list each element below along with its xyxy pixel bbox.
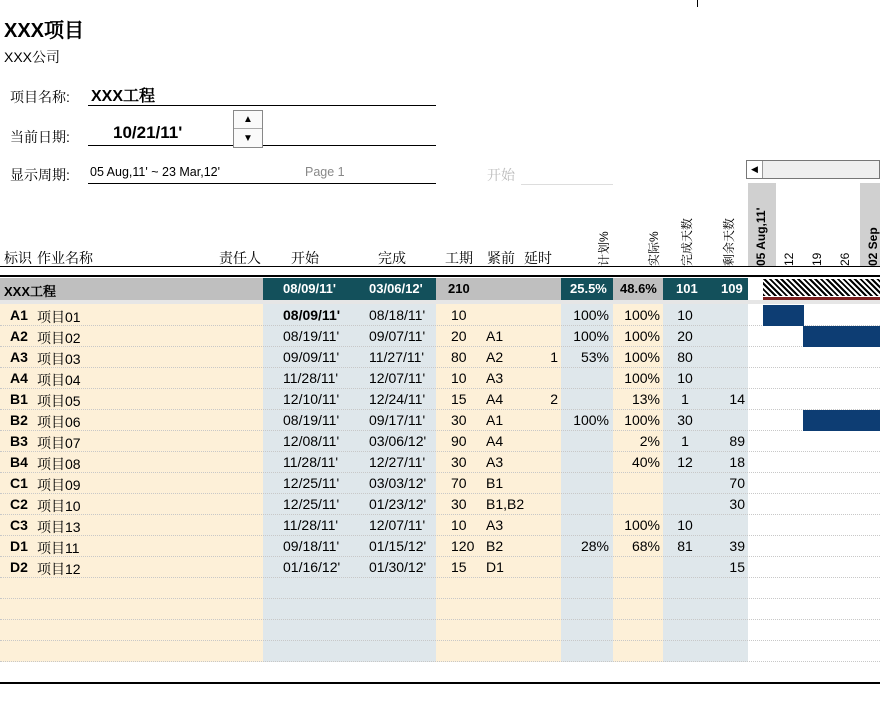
table-row[interactable]: [0, 452, 880, 473]
task-id: C3: [10, 517, 28, 533]
task-actual: 100%: [624, 349, 660, 365]
task-duration: 120: [451, 538, 475, 554]
col-header-delay: 延时: [524, 250, 552, 266]
task-start: 11/28/11': [283, 370, 339, 386]
start-label: 开始: [487, 167, 515, 183]
summary-finish: 03/06/12': [369, 281, 423, 296]
task-finish: 12/07/11': [369, 517, 426, 533]
start-field[interactable]: [521, 184, 613, 185]
col-header-remain-days: 剩余天数: [722, 217, 736, 266]
task-done: 80: [677, 349, 693, 365]
task-remain: 89: [729, 433, 745, 449]
task-name: 项目08: [37, 456, 81, 472]
task-remain: 15: [729, 559, 745, 575]
table-row[interactable]: [0, 473, 880, 494]
project-title: XXX项目: [4, 20, 85, 42]
summary-actual-pct: 48.6%: [620, 281, 657, 296]
task-name: 项目12: [37, 561, 81, 577]
task-start: 08/19/11': [283, 412, 340, 428]
task-name: 项目03: [37, 351, 81, 367]
task-actual: 100%: [624, 307, 660, 323]
display-period-field: [88, 162, 436, 184]
task-done: 20: [677, 328, 693, 344]
timeline-label-0: 05 Aug,11': [754, 207, 768, 266]
table-row[interactable]: [0, 368, 880, 389]
task-actual: 13%: [631, 391, 660, 407]
task-id: A1: [10, 307, 28, 323]
col-header-owner: 责任人: [219, 250, 261, 266]
summary-plan-pct: 25.5%: [570, 281, 607, 296]
task-name: 项目09: [37, 477, 81, 493]
task-duration: 30: [451, 412, 467, 428]
date-spinner[interactable]: [233, 110, 263, 148]
task-plan: 53%: [580, 349, 609, 365]
col-header-actual-pct: 实际%: [647, 231, 661, 266]
task-pred: B1,B2: [486, 496, 525, 512]
task-id: B4: [10, 454, 28, 470]
summary-name: XXX工程: [4, 284, 57, 299]
task-id: B3: [10, 433, 28, 449]
task-remain: 70: [729, 475, 745, 491]
task-id: A3: [10, 349, 28, 365]
task-remain: 18: [729, 454, 745, 470]
header-double-line: [0, 275, 880, 277]
task-start: 11/28/11': [283, 517, 339, 533]
task-name: 项目07: [37, 435, 81, 451]
task-pred: A4: [486, 433, 504, 449]
task-duration: 20: [451, 328, 467, 344]
task-start: 09/09/11': [283, 349, 340, 365]
task-start: 12/08/11': [283, 433, 340, 449]
summary-remain-days: 109: [721, 281, 743, 296]
table-row[interactable]: [0, 347, 880, 368]
task-id: C2: [10, 496, 28, 512]
task-finish: 01/30/12': [369, 559, 427, 575]
task-duration: 10: [451, 517, 467, 533]
table-row[interactable]: [0, 305, 880, 326]
table-row[interactable]: [0, 599, 880, 620]
task-id: A4: [10, 370, 28, 386]
col-header-plan-pct: 计划%: [597, 231, 611, 266]
timeline-label-3: 26: [838, 252, 852, 266]
task-pred: A3: [486, 370, 504, 386]
col-header-start: 开始: [291, 250, 319, 266]
gantt-bar: [803, 326, 880, 347]
task-pred: A3: [486, 454, 504, 470]
table-row[interactable]: [0, 494, 880, 515]
gantt-bar: [803, 410, 880, 431]
task-actual: 68%: [631, 538, 660, 554]
task-duration: 15: [451, 391, 467, 407]
summary-gantt-bar: [763, 279, 880, 296]
summary-separator: [0, 300, 880, 304]
task-id: A2: [10, 328, 28, 344]
task-pred: B1: [486, 475, 504, 491]
task-pred: A1: [486, 412, 504, 428]
task-id: C1: [10, 475, 28, 491]
task-duration: 30: [451, 496, 467, 512]
timeline-label-1: 12: [782, 252, 796, 266]
timeline-label-4: 02 Sep: [866, 227, 880, 266]
task-pred: A4: [486, 391, 504, 407]
task-start: 09/18/11': [283, 538, 340, 554]
task-done: 1: [681, 433, 689, 449]
task-name: 项目05: [37, 393, 81, 409]
task-finish: 12/24/11': [369, 391, 426, 407]
task-name: 项目13: [37, 519, 81, 535]
task-duration: 70: [451, 475, 467, 491]
task-start: 01/16/12': [283, 559, 341, 575]
col-header-predecessor: 紧前: [487, 250, 515, 266]
task-pred: A1: [486, 328, 504, 344]
task-done: 12: [677, 454, 693, 470]
task-finish: 12/27/11': [369, 454, 426, 470]
task-plan: 100%: [573, 412, 609, 428]
task-finish: 12/07/11': [369, 370, 426, 386]
task-finish: 09/07/11': [369, 328, 426, 344]
display-period-value: 05 Aug,11' ~ 23 Mar,12': [90, 165, 220, 179]
task-pred: A3: [486, 517, 504, 533]
task-finish: 11/27/11': [369, 349, 425, 365]
table-row[interactable]: [0, 557, 880, 578]
task-pred: B2: [486, 538, 504, 554]
task-delay: 2: [550, 391, 558, 407]
table-row[interactable]: [0, 641, 880, 662]
header-line: [0, 266, 880, 267]
spin-up-icon[interactable]: ▲: [234, 111, 262, 129]
project-name-label: 项目名称:: [10, 89, 70, 105]
task-duration: 30: [451, 454, 467, 470]
col-header-done-days: 完成天数: [680, 217, 694, 266]
task-duration: 80: [451, 349, 467, 365]
task-start: 08/19/11': [283, 328, 340, 344]
table-row[interactable]: [0, 536, 880, 557]
current-date-value: 10/21/11': [113, 123, 183, 142]
divider-tick: [697, 0, 698, 7]
task-duration: 10: [451, 307, 467, 323]
task-actual: 100%: [624, 328, 660, 344]
task-name: 项目02: [37, 330, 81, 346]
spin-down-icon[interactable]: ▼: [234, 129, 262, 147]
task-finish: 03/06/12': [369, 433, 427, 449]
table-row[interactable]: [0, 431, 880, 452]
summary-start: 08/09/11': [283, 281, 336, 296]
task-start: 12/25/11': [283, 475, 340, 491]
task-finish: 09/17/11': [369, 412, 426, 428]
task-done: 81: [677, 538, 693, 554]
col-header-id: 标识: [4, 250, 32, 266]
col-header-duration: 工期: [445, 250, 473, 266]
task-done: 10: [677, 370, 693, 386]
table-row[interactable]: [0, 326, 880, 347]
timeline-scrollbar[interactable]: [746, 160, 880, 179]
task-id: B2: [10, 412, 28, 428]
task-pred: A2: [486, 349, 504, 365]
col-header-name: 作业名称: [37, 250, 93, 266]
task-actual: 100%: [624, 412, 660, 428]
task-id: B1: [10, 391, 28, 407]
current-date-label: 当前日期:: [10, 129, 70, 145]
table-row[interactable]: [0, 515, 880, 536]
timeline-label-2: 19: [810, 252, 824, 266]
task-name: 项目01: [37, 309, 81, 325]
summary-done-days: 101: [676, 281, 698, 296]
gantt-bar: [763, 305, 804, 326]
task-start: 12/10/11': [283, 391, 340, 407]
project-name-field[interactable]: [88, 82, 436, 106]
task-plan: 100%: [573, 328, 609, 344]
task-done: 1: [681, 391, 689, 407]
table-row[interactable]: [0, 578, 880, 599]
task-id: D1: [10, 538, 28, 554]
task-id: D2: [10, 559, 28, 575]
task-remain: 14: [729, 391, 745, 407]
task-remain: 39: [729, 538, 745, 554]
col-header-finish: 完成: [378, 250, 406, 266]
task-plan: 100%: [573, 307, 609, 323]
page-indicator: Page 1: [305, 165, 345, 179]
task-done: 10: [677, 307, 693, 323]
task-name: 项目04: [37, 372, 81, 388]
task-duration: 90: [451, 433, 467, 449]
project-name-value: XXX工程: [91, 88, 156, 105]
task-finish: 01/15/12': [369, 538, 427, 554]
task-done: 30: [677, 412, 693, 428]
table-bottom-border: [0, 682, 880, 684]
task-name: 项目10: [37, 498, 81, 514]
table-row[interactable]: [0, 410, 880, 431]
task-start: 11/28/11': [283, 454, 339, 470]
task-remain: 30: [729, 496, 745, 512]
task-duration: 15: [451, 559, 467, 575]
task-actual: 2%: [639, 433, 660, 449]
task-finish: 03/03/12': [369, 475, 427, 491]
task-actual: 40%: [631, 454, 660, 470]
task-done: 10: [677, 517, 693, 533]
task-plan: 28%: [580, 538, 609, 554]
task-start: 12/25/11': [283, 496, 340, 512]
task-start: 08/09/11': [283, 307, 341, 323]
task-actual: 100%: [624, 370, 660, 386]
task-duration: 10: [451, 370, 467, 386]
task-actual: 100%: [624, 517, 660, 533]
task-pred: D1: [486, 559, 504, 575]
task-name: 项目06: [37, 414, 81, 430]
company-name: XXX公司: [4, 49, 61, 65]
summary-duration: 210: [448, 281, 470, 296]
scroll-left-icon[interactable]: ◀: [747, 161, 763, 178]
task-finish: 08/18/11': [369, 307, 426, 323]
task-finish: 01/23/12': [369, 496, 427, 512]
task-name: 项目11: [37, 540, 80, 556]
table-row[interactable]: [0, 620, 880, 641]
task-delay: 1: [550, 349, 558, 365]
table-row[interactable]: [0, 389, 880, 410]
display-period-label: 显示周期:: [10, 167, 70, 183]
